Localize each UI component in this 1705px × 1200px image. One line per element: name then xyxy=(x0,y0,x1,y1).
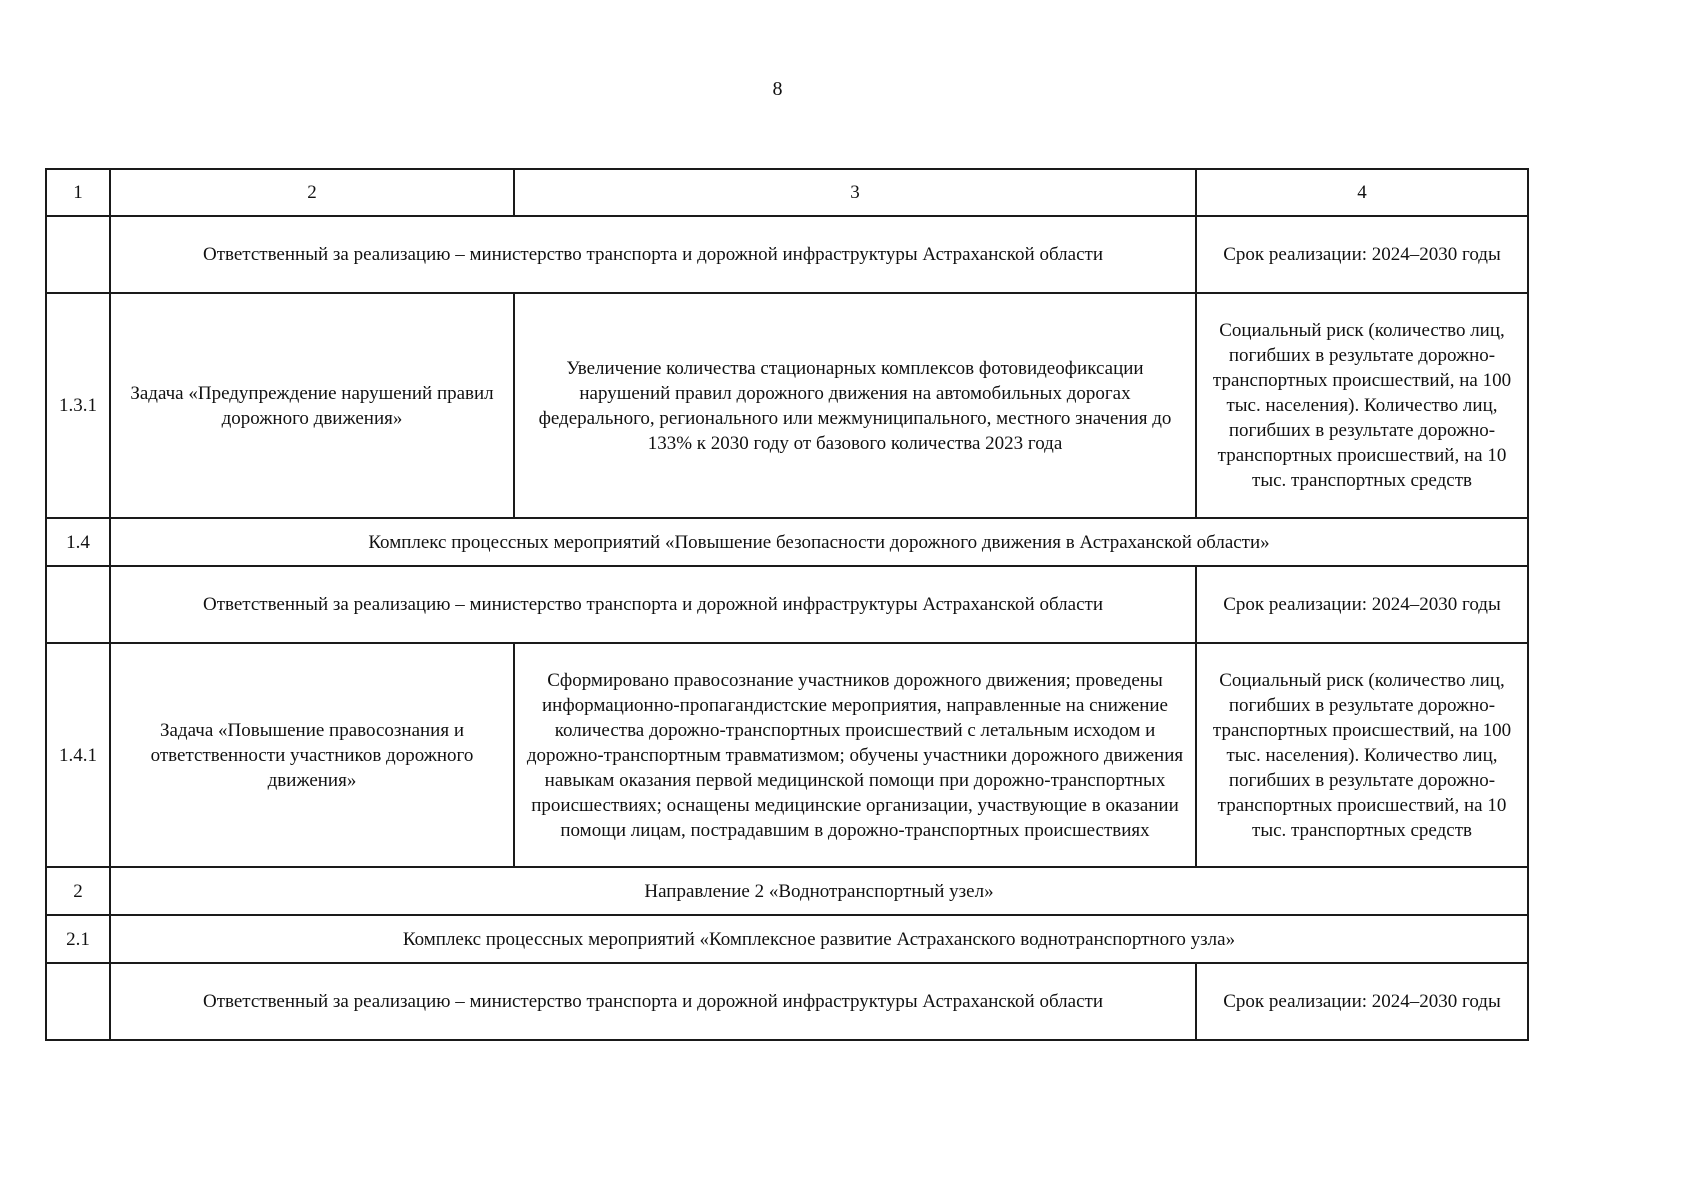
section-row xyxy=(46,915,1528,963)
column-header-2: 2 xyxy=(110,169,514,216)
task-result-cell: Сформировано правосознание участников дорожного движения; проведены информационно-пропагандистские мероприятия, направленные на снижение количества дорожно-транспортных происшествий с летальным исходом и дорожно-транспортным травматизмом; обучены участники дорожного движения навыкам оказания первой медицинской помощи при дорожно-транспортных происшествиях; оснащены медицинские организации, участвующие в оказании помощи лицам, пострадавшим в дорожно-транспортных происшествиях xyxy=(514,643,1196,867)
responsible-row xyxy=(46,566,1528,643)
responsible-cell: Ответственный за реализацию – министерство транспорта и дорожной инфраструктуры Астраханской области xyxy=(110,216,1196,293)
column-header-1: 1 xyxy=(46,169,110,216)
section-number-cell: 1.4 xyxy=(46,518,110,566)
term-cell: Срок реализации: 2024–2030 годы xyxy=(1196,963,1528,1040)
empty-number-cell xyxy=(46,963,110,1040)
column-header-3: 3 xyxy=(514,169,1196,216)
table-header-row xyxy=(46,169,1528,216)
program-table xyxy=(45,168,1529,1041)
section-number-cell: 2.1 xyxy=(46,915,110,963)
empty-number-cell xyxy=(46,566,110,643)
task-name-cell: Задача «Повышение правосознания и ответственности участников дорожного движения» xyxy=(110,643,514,867)
task-number-cell: 1.4.1 xyxy=(46,643,110,867)
responsible-row xyxy=(46,216,1528,293)
section-row xyxy=(46,518,1528,566)
direction-title-cell: Направление 2 «Воднотранспортный узел» xyxy=(110,867,1528,915)
term-cell: Срок реализации: 2024–2030 годы xyxy=(1196,216,1528,293)
column-header-4: 4 xyxy=(1196,169,1528,216)
page-number: 8 xyxy=(772,78,783,100)
term-cell: Срок реализации: 2024–2030 годы xyxy=(1196,566,1528,643)
responsible-cell: Ответственный за реализацию – министерство транспорта и дорожной инфраструктуры Астраханской области xyxy=(110,963,1196,1040)
responsible-cell: Ответственный за реализацию – министерство транспорта и дорожной инфраструктуры Астраханской области xyxy=(110,566,1196,643)
task-row xyxy=(46,293,1528,518)
task-name-cell: Задача «Предупреждение нарушений правил дорожного движения» xyxy=(110,293,514,518)
task-indicator-cell: Социальный риск (количество лиц, погибших в результате дорожно-транспортных происшествий, на 100 тыс. населения). Количество лиц, погибших в результате дорожно-транспортных происшествий, на 10 тыс. транспортных средств xyxy=(1196,293,1528,518)
empty-number-cell xyxy=(46,216,110,293)
task-indicator-cell: Социальный риск (количество лиц, погибших в результате дорожно-транспортных происшествий, на 100 тыс. населения). Количество лиц, погибших в результате дорожно-транспортных происшествий, на 10 тыс. транспортных средств xyxy=(1196,643,1528,867)
task-result-cell: Увеличение количества стационарных комплексов фотовидеофиксации нарушений правил дорожного движения на автомобильных дорогах федерального, регионального или межмуниципального, местного значения до 133% к 2030 году от базового количества 2023 года xyxy=(514,293,1196,518)
task-row xyxy=(46,643,1528,867)
task-number-cell: 1.3.1 xyxy=(46,293,110,518)
section-title-cell: Комплекс процессных мероприятий «Повышение безопасности дорожного движения в Астраханской области» xyxy=(110,518,1528,566)
direction-row xyxy=(46,867,1528,915)
responsible-row xyxy=(46,963,1528,1040)
direction-number-cell: 2 xyxy=(46,867,110,915)
section-title-cell: Комплекс процессных мероприятий «Комплексное развитие Астраханского воднотранспортного узла» xyxy=(110,915,1528,963)
